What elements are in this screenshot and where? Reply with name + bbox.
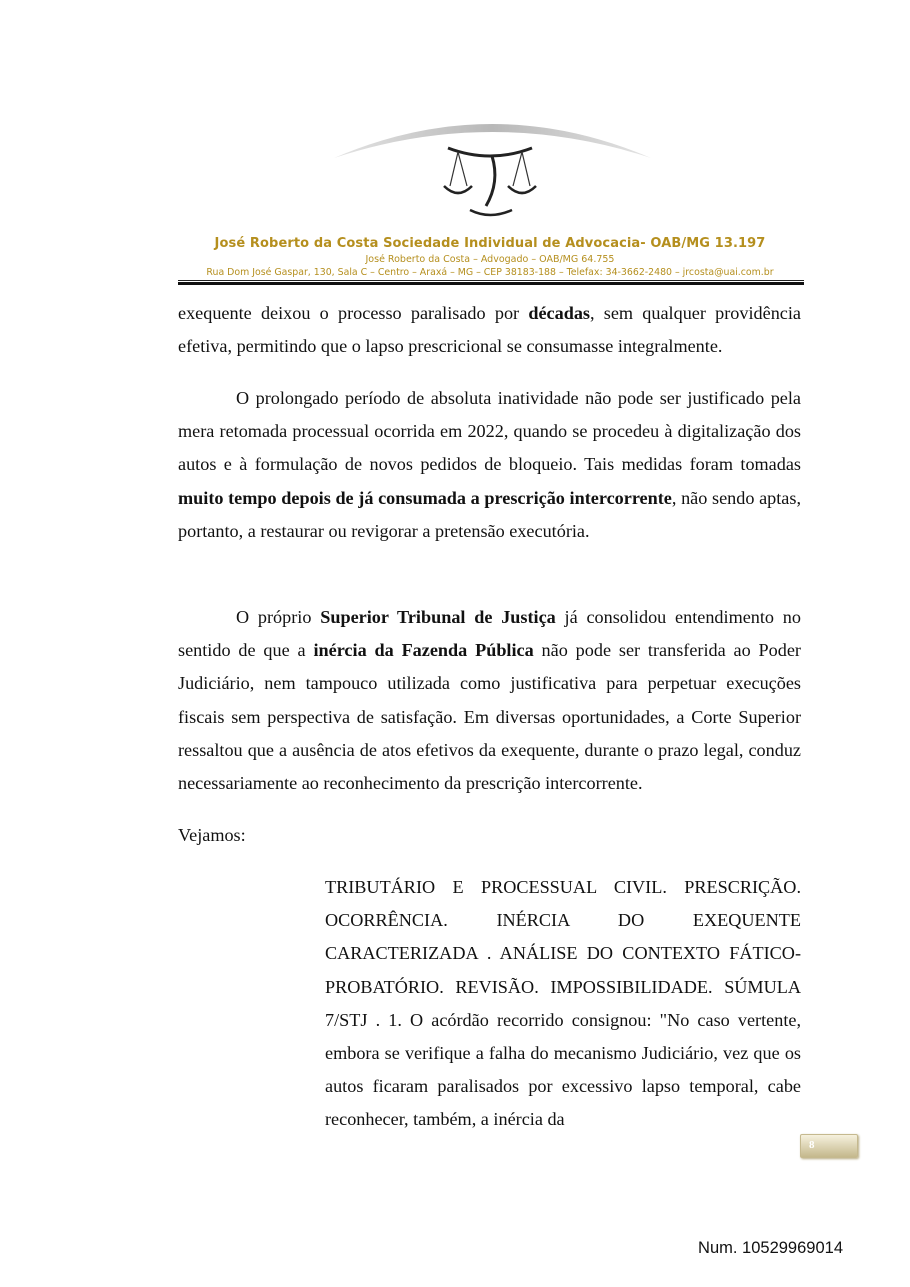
paragraph-text: não pode ser transferida ao Poder Judiciário, nem tampouco utilizada como justificativa para perpetuar execuções fiscais sem perspectiva de satisfação. Em diversas oportunidades, a Corte Superior ressaltou que a ausência de atos efetivos da exequente, durante o prazo legal, conduz necessariamente ao reconhecimento da prescrição intercorrente.	[178, 640, 801, 794]
paragraph-3	[178, 601, 801, 800]
firm-logo	[330, 112, 655, 230]
paragraph-4	[178, 819, 801, 852]
bold-term: inércia da Fazenda Pública	[313, 640, 534, 661]
quote-text: TRIBUTÁRIO E PROCESSUAL CIVIL. PRESCRIÇÃO. OCORRÊNCIA. INÉRCIA DO EXEQUENTE CARACTERIZADA . ANÁLISE DO CONTEXTO FÁTICO-PROBATÓRIO. REVISÃO. IMPOSSIBILIDADE. SÚMULA 7/STJ . 1. O acórdão recorrido consignou: "No caso vertente, embora se verifique a falha do mecanismo Judiciário, vez que os autos ficaram paralisados por excessivo lapso temporal, cabe reconhecer, também, a inércia da	[325, 877, 801, 1130]
case-citation-quote	[325, 871, 801, 1137]
header-divider-thick	[178, 282, 804, 285]
paragraph-text: Vejamos:	[178, 825, 246, 845]
address-line: Rua Dom José Gaspar, 130, Sala C – Centro – Araxá – MG – CEP 38183-188 – Telefax: 34-3662-2480 – jrcosta@uai.com.br	[206, 267, 774, 278]
paragraph-2	[178, 382, 801, 548]
bold-term: décadas	[528, 303, 590, 323]
paragraph-text: já consolidou entendimento no sentido de que a	[178, 607, 801, 661]
scales-of-justice-icon	[330, 112, 655, 230]
page-number-badge	[800, 1134, 858, 1158]
bold-term: muito tempo depois de já consumada a prescrição intercorrente	[178, 487, 672, 508]
bold-term: Superior Tribunal de Justiça	[320, 607, 556, 627]
lawyer-line: José Roberto da Costa – Advogado – OAB/MG 64.755	[365, 254, 615, 265]
paragraph-text: , sem qualquer providência efetiva, permitindo que o lapso prescricional se consumasse integralmente.	[178, 303, 802, 357]
header-divider-thin	[178, 280, 804, 281]
paragraph-1	[178, 297, 801, 363]
paragraph-text: exequente deixou o processo paralisado por	[178, 303, 529, 323]
paragraph-text: , não sendo aptas, portanto, a restaurar ou revigorar a pretensão executória.	[178, 487, 802, 541]
firm-name: José Roberto da Costa Sociedade Individual de Advocacia- OAB/MG 13.197	[214, 236, 766, 251]
document-number: Num. 10529969014	[698, 1239, 843, 1257]
page-number: 8	[809, 1139, 815, 1151]
paragraph-text: O próprio	[236, 607, 321, 627]
paragraph-text: O prolongado período de absoluta inatividade não pode ser justificado pela mera retomada processual ocorrida em 2022, quando se procedeu à digitalização dos autos e à formulação de novos pedidos de bloqueio. Tais medidas foram tomadas	[178, 388, 801, 475]
